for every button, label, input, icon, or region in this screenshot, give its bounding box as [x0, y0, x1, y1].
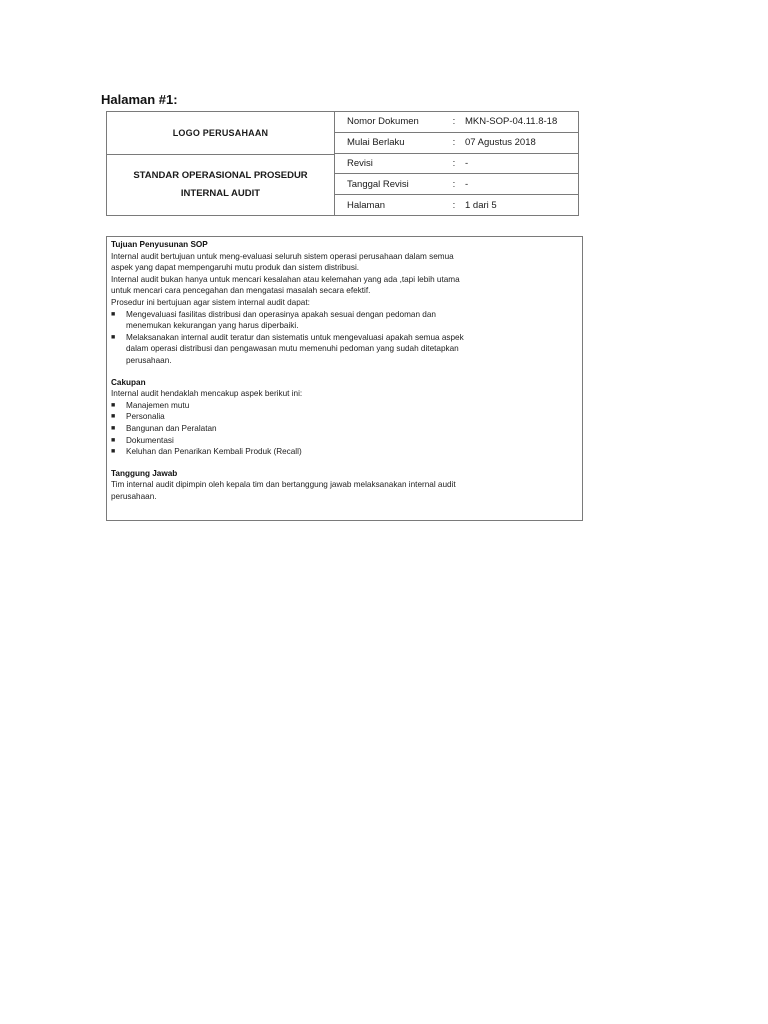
bullet-icon: ■ [111, 310, 116, 318]
meta-row-revisi [335, 154, 578, 175]
list-item-line: Mengevaluasi fasilitas distribusi dan operasinya apakah sesuai dengan pedoman dan [126, 309, 436, 319]
meta-separator: : [452, 199, 456, 211]
list-item-text: Dokumentasi [126, 435, 174, 445]
meta-value: - [465, 178, 469, 190]
paragraph-line: Internal audit hendaklah mencakup aspek berikut ini: [111, 389, 303, 399]
paragraph-line: Tim internal audit dipimpin oleh kepala tim dan bertanggung jawab melaksanakan internal audit [111, 480, 456, 490]
bullet-icon: ■ [111, 436, 116, 444]
meta-label: Mulai Berlaku [347, 137, 405, 149]
list-item-line: dalam operasi distribusi dan pengawasan mutu memenuhi pedoman yang sudah ditetapkan [126, 344, 459, 354]
paragraph-line: Prosedur ini bertujuan agar sistem internal audit dapat: [111, 297, 310, 307]
list-item [111, 411, 578, 423]
paragraph-line: Internal audit bertujuan untuk meng-evaluasi seluruh sistem operasi perusahaan dalam semua [111, 251, 454, 261]
header-metadata-column [335, 112, 578, 215]
header-left-column [107, 112, 335, 215]
meta-value: - [465, 157, 469, 169]
meta-row-tanggal-revisi [335, 174, 578, 195]
meta-separator: : [452, 157, 456, 169]
bullet-icon: ■ [111, 401, 116, 409]
list-item-text: Keluhan dan Penarikan Kembali Produk (Recall) [126, 447, 302, 457]
meta-value: 1 dari 5 [465, 199, 497, 211]
list-item-text: Personalia [126, 412, 165, 422]
meta-label: Halaman [347, 199, 386, 211]
paragraph-line: perusahaan. [111, 491, 157, 501]
meta-separator: : [452, 137, 456, 149]
paragraph-line: Internal audit bukan hanya untuk mencari kesalahan atau kelemahan yang ada ,tapi lebih utama [111, 274, 460, 284]
meta-label: Revisi [347, 157, 373, 169]
company-logo-placeholder: LOGO PERUSAHAAN [107, 112, 334, 155]
bullet-icon: ■ [111, 424, 116, 432]
section-title-tujuan: Tujuan Penyusunan SOP [111, 240, 208, 249]
list-item-line: Melaksanakan internal audit teratur dan sistematis untuk mengevaluasi apakah semua aspek [126, 332, 464, 342]
meta-label: Tanggal Revisi [347, 178, 409, 190]
meta-row-halaman [335, 195, 578, 215]
list-item [111, 446, 578, 458]
list-item [111, 400, 578, 412]
meta-value: 07 Agustus 2018 [465, 137, 536, 149]
meta-separator: : [452, 116, 456, 128]
paragraph-line: aspek yang dapat mempengaruhi mutu produk dan sistem distribusi. [111, 263, 360, 273]
document-title-line-1: STANDAR OPERASIONAL PROSEDUR [133, 170, 308, 181]
list-item [111, 423, 578, 435]
bullet-icon: ■ [111, 448, 116, 456]
list-item-text: Bangunan dan Peralatan [126, 423, 217, 433]
list-item-text: Manajemen mutu [126, 400, 190, 410]
document-title [107, 155, 334, 215]
meta-row-mulai-berlaku [335, 133, 578, 154]
page-heading: Halaman #1: [101, 92, 178, 107]
meta-label: Nomor Dokumen [347, 116, 419, 128]
bullet-icon: ■ [111, 413, 116, 421]
meta-value: MKN-SOP-04.11.8-18 [465, 116, 558, 128]
list-item [111, 435, 578, 447]
tujuan-bullet-list [111, 309, 578, 367]
list-item [111, 332, 578, 367]
section-title-cakupan: Cakupan [111, 377, 146, 387]
document-title-line-2: INTERNAL AUDIT [180, 188, 261, 199]
meta-separator: : [452, 178, 456, 190]
list-item-line: perusahaan. [126, 355, 172, 365]
bullet-icon: ■ [111, 333, 116, 341]
list-item-text [126, 309, 578, 332]
paragraph-line: untuk mencari cara pencegahan dan mengatasi masalah secara efektif. [111, 286, 371, 296]
list-item [111, 309, 578, 332]
list-item-text [126, 332, 578, 367]
section-title-tanggung-jawab: Tanggung Jawab [111, 468, 178, 478]
document-header-table [106, 111, 579, 216]
document-body-box [106, 236, 583, 521]
list-item-line: menemukan kekurangan yang harus diperbaiki. [126, 321, 299, 331]
cakupan-bullet-list [111, 400, 578, 458]
meta-row-nomor-dokumen [335, 112, 578, 133]
